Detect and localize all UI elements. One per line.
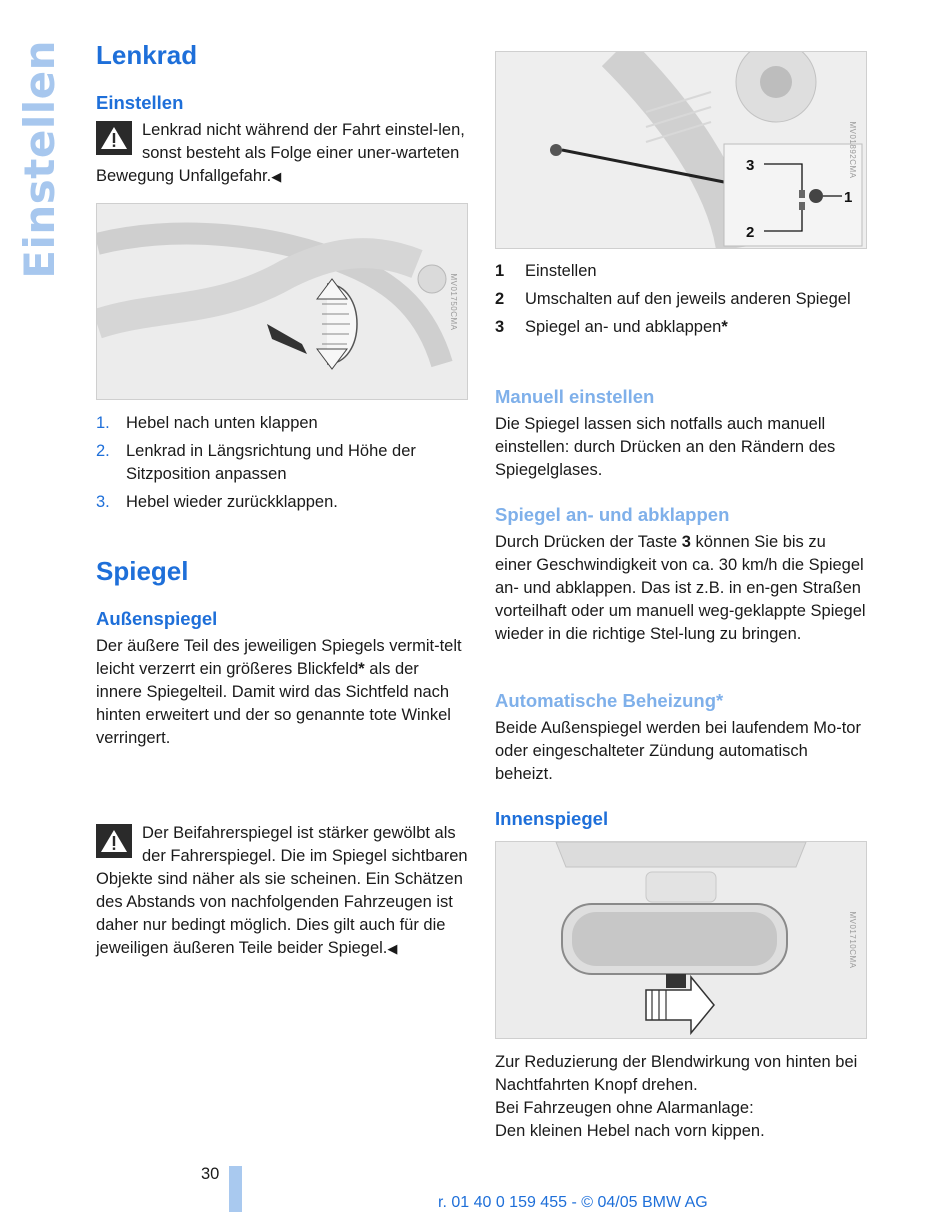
chapter-tab-label: Einstellen <box>15 40 64 279</box>
page-marker-bar <box>229 1166 242 1212</box>
mirror-switch-legend <box>495 260 867 344</box>
warning-text: Lenkrad nicht während der Fahrt einstel-len, sonst besteht als Folge einer uner-warteten Bewegung Unfallgefahr. <box>96 121 465 185</box>
list-item: 2. Lenkrad in Längsrichtung und Höhe der Sitzposition anpassen <box>96 442 416 483</box>
callout-3: 3 <box>746 157 755 174</box>
interior-mirror-illustration <box>496 842 866 1038</box>
mirror-switch-illustration <box>496 52 866 248</box>
section-title-lenkrad: Lenkrad <box>96 40 198 70</box>
warning-text: Der Beifahrerspiegel ist stärker gewölbt als der Fahrerspiegel. Die im Spiegel sichtbaren Objekte sind näher als sie scheinen. Ein Schätzen des Abstands von nachfolgenden Fahrzeugen ist daher nur bedingt möglich. Dies gilt auch für die jeweiligen äußeren Teile beider Spiegel. <box>96 824 468 957</box>
left-column <box>96 0 468 957</box>
beheizung-paragraph: Beide Außenspiegel werden bei laufendem Mo-tor oder eingeschalteter Zündung automatisch beheizt. <box>495 719 861 783</box>
warning-steering <box>96 119 468 188</box>
figure-code: MV01710CMA <box>848 911 857 969</box>
aussenspiegel-paragraph: Der äußere Teil des jeweiligen Spiegels vermit-telt leicht verzerrt ein größeres Blickfeld* als der innere Spiegelteil. Damit wird das Sichtfeld nach hinten erweitert und der so genannte tote Winkel verringert. <box>96 637 462 747</box>
figure-code: MV01750CMA <box>449 272 458 331</box>
innenspiegel-paragraph-2: Bei Fahrzeugen ohne Alarmanlage: <box>495 1099 754 1117</box>
interior-mirror-figure <box>495 841 867 1039</box>
warning-triangle-icon <box>96 121 132 155</box>
section-title-spiegel: Spiegel <box>96 556 189 586</box>
manuell-paragraph: Die Spiegel lassen sich notfalls auch manuell einstellen: durch Drücken an den Rändern des Spiegelglases. <box>495 415 836 479</box>
list-item: 2 Umschalten auf den jeweils anderen Spiegel <box>495 290 851 308</box>
page-number: 30 <box>201 1165 220 1183</box>
subsection-aussenspiegel: Außenspiegel <box>96 608 218 629</box>
subsection-manuell: Manuell einstellen <box>495 386 655 407</box>
callout-1: 1 <box>844 189 853 206</box>
innenspiegel-paragraph-3: Den kleinen Hebel nach vorn kippen. <box>495 1122 765 1140</box>
subsection-anklappen: Spiegel an- und abklappen <box>495 504 730 525</box>
innenspiegel-paragraph-1: Zur Reduzierung der Blendwirkung von hinten bei Nachtfahrten Knopf drehen. <box>495 1053 858 1094</box>
callout-2: 2 <box>746 224 755 241</box>
chapter-side-tab <box>15 40 64 279</box>
mirror-switch-figure <box>495 51 867 249</box>
warning-mirror <box>96 822 468 960</box>
list-item: 3. Hebel wieder zurückklappen. <box>96 493 338 511</box>
subsection-einstellen: Einstellen <box>96 92 184 113</box>
figure-code: MV01892CMA <box>848 121 857 179</box>
list-item: 1. Hebel nach unten klappen <box>96 414 318 432</box>
anklappen-paragraph: Durch Drücken der Taste 3 können Sie bis zu einer Geschwindigkeit von ca. 30 km/h die Spiegel an- und abklappen. Das ist z.B. in en-gen Straßen vorteilhaft oder um manuell weg-geklappte Spiegel wieder in die richtige Stel-lung zu bringen. <box>495 533 866 643</box>
list-item: 3 Spiegel an- und abklappen* <box>495 318 728 336</box>
footer-copyright: r. 01 40 0 159 455 - © 04/05 BMW AG <box>438 1194 708 1211</box>
subsection-innenspiegel: Innenspiegel <box>495 808 609 829</box>
steering-lever-figure <box>96 203 468 400</box>
warning-triangle-icon <box>96 824 132 858</box>
subsection-beheizung: Automatische Beheizung* <box>495 690 724 711</box>
end-mark-icon: ◀ <box>271 169 282 184</box>
steering-lever-illustration <box>97 204 467 399</box>
list-item: 1 Einstellen <box>495 262 597 280</box>
steering-steps-list <box>96 412 468 519</box>
end-mark-icon: ◀ <box>387 941 398 956</box>
